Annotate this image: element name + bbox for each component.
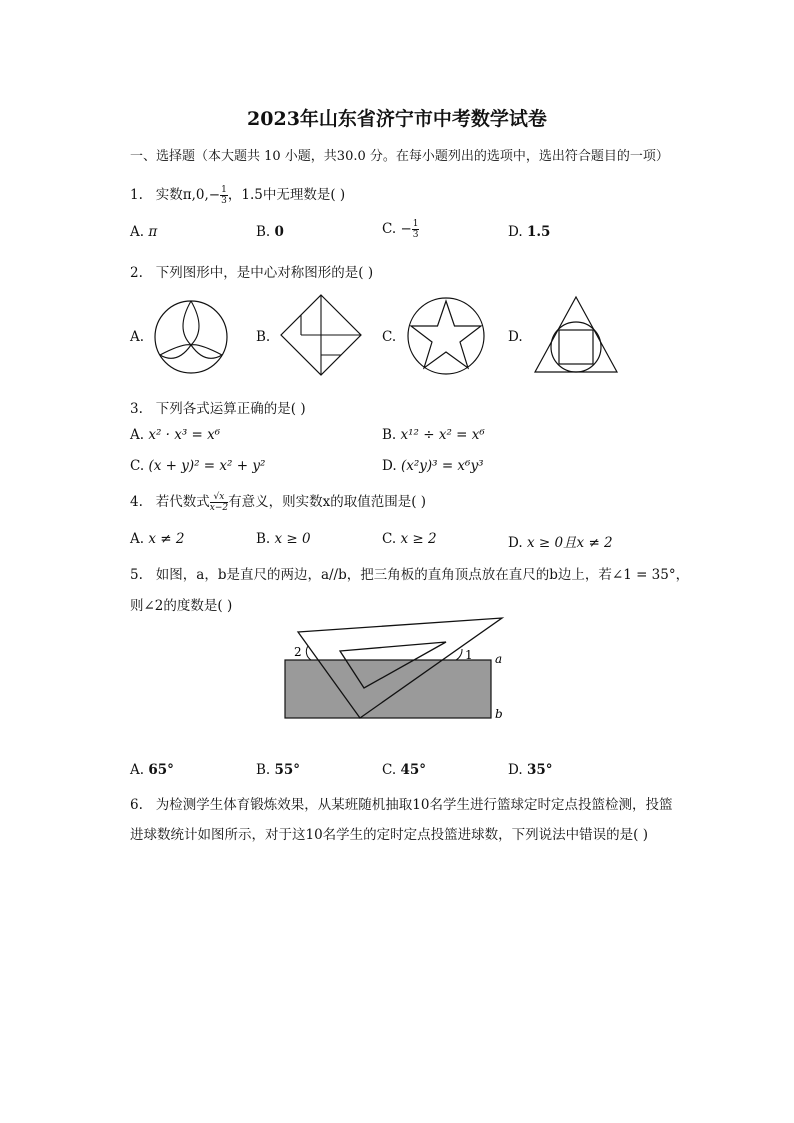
q1-option-a-label: A. bbox=[130, 224, 145, 240]
q1-option-c-label: C. bbox=[382, 221, 397, 237]
q1-option-d-label: D. bbox=[508, 224, 523, 240]
q4-option-b-label: B. bbox=[256, 531, 271, 547]
q6-line2: 进球数统计如图所示，对于这10名学生的定时定点投篮进球数，下列说法中错误的是( ) bbox=[130, 827, 649, 843]
q2-figure-a bbox=[153, 299, 229, 375]
question-2 bbox=[130, 261, 373, 281]
q5-option-d-value: 35° bbox=[526, 762, 553, 778]
question-4 bbox=[130, 490, 426, 513]
q5-label-a: a bbox=[495, 652, 503, 666]
q2-figure-b bbox=[280, 294, 362, 376]
q3-option-c[interactable] bbox=[130, 458, 265, 474]
q6-number: 6. bbox=[130, 797, 143, 813]
q3-option-c-label: C. bbox=[130, 458, 145, 474]
q4-option-c[interactable] bbox=[382, 531, 437, 547]
q2-option-a-label[interactable]: A. bbox=[130, 329, 145, 345]
q4-option-b-value: x ≥ 0 bbox=[274, 531, 311, 547]
q5-option-d[interactable] bbox=[508, 762, 552, 778]
q4-option-b[interactable] bbox=[256, 531, 311, 547]
q5-ruler bbox=[285, 660, 491, 718]
question-6-line-1 bbox=[130, 793, 672, 813]
q4-option-a-value: x ≠ 2 bbox=[148, 531, 185, 547]
q4-prefix: 若代数式 bbox=[155, 494, 210, 510]
q1-option-a-value: π bbox=[148, 224, 158, 240]
q3-option-a-label: A. bbox=[130, 427, 145, 443]
q2-figure-c bbox=[406, 296, 486, 376]
q1-fraction bbox=[220, 185, 228, 206]
q1-option-c[interactable] bbox=[382, 219, 419, 240]
q1-suffix: ，1.5中无理数是( ) bbox=[227, 187, 346, 203]
q3-option-d-value: (x²y)³ = x⁶y³ bbox=[400, 458, 484, 474]
q2-option-b-label[interactable]: B. bbox=[256, 329, 271, 345]
q5-number: 5. bbox=[130, 567, 143, 583]
q2-option-c-label[interactable]: C. bbox=[382, 329, 397, 345]
q4-number: 4. bbox=[130, 494, 143, 510]
q1-option-c-num: 1 bbox=[412, 219, 419, 229]
q1-option-c-fraction bbox=[412, 219, 420, 240]
q1-option-b-label: B. bbox=[256, 224, 271, 240]
q4-option-c-value: x ≥ 2 bbox=[400, 531, 437, 547]
q3-option-b-value: x¹² ÷ x² = x⁶ bbox=[400, 427, 485, 443]
q5-line2: 则∠2的度数是( ) bbox=[130, 598, 233, 614]
q2-text: 下列图形中，是中心对称图形的是( ) bbox=[155, 265, 374, 281]
q5-option-c[interactable] bbox=[382, 762, 426, 778]
q3-option-a-value: x² · x³ = x⁶ bbox=[148, 427, 221, 443]
question-3 bbox=[130, 397, 306, 417]
q5-option-b-value: 55° bbox=[274, 762, 301, 778]
q1-option-b[interactable] bbox=[256, 224, 284, 240]
q5-option-c-label: C. bbox=[382, 762, 397, 778]
q1-frac-num: 1 bbox=[221, 185, 227, 195]
q4-option-c-label: C. bbox=[382, 531, 397, 547]
q1-prefix: 实数π,0,− bbox=[155, 187, 221, 203]
q5-label-angle2: 2 bbox=[294, 645, 302, 659]
section-heading: 一、选择题（本大题共 10 小题，共30.0 分。在每小题列出的选项中，选出符合题目的一项） bbox=[130, 149, 669, 164]
q1-option-a[interactable] bbox=[130, 224, 157, 240]
q4-frac-den: x−2 bbox=[209, 503, 229, 513]
q5-option-a-value: 65° bbox=[148, 762, 174, 778]
q1-option-c-sign: − bbox=[400, 221, 412, 237]
q3-option-d[interactable] bbox=[382, 458, 484, 474]
q3-text: 下列各式运算正确的是( ) bbox=[155, 401, 306, 417]
q5-line1: 如图，a，b是直尺的两边，a//b，把三角板的直角顶点放在直尺的b边上，若∠1 = 35°， bbox=[155, 567, 690, 583]
q3-option-c-value: (x + y)² = x² + y² bbox=[148, 458, 266, 474]
q1-option-d[interactable] bbox=[508, 224, 550, 240]
q1-option-b-value: 0 bbox=[274, 224, 284, 240]
q5-option-a[interactable] bbox=[130, 762, 174, 778]
q1-option-d-value: 1.5 bbox=[526, 224, 551, 240]
q3-number: 3. bbox=[130, 401, 143, 417]
q3-option-b-label: B. bbox=[382, 427, 397, 443]
q4-fraction bbox=[210, 492, 228, 513]
page-title: 2023年山东省济宁市中考数学试卷 bbox=[247, 108, 547, 130]
q2-number: 2. bbox=[130, 265, 143, 281]
q2-option-d-label[interactable]: D. bbox=[508, 329, 523, 345]
q5-option-a-label: A. bbox=[130, 762, 145, 778]
q1-option-c-den: 3 bbox=[412, 230, 419, 240]
q6-line1: 为检测学生体育锻炼效果，从某班随机抽取10名学生进行篮球定时定点投篮检测，投篮 bbox=[155, 797, 673, 813]
q4-option-d-label: D. bbox=[508, 535, 523, 551]
q4-option-d[interactable] bbox=[508, 531, 613, 551]
q4-frac-num: √x bbox=[210, 492, 228, 503]
q5-figure-ruler-triangle bbox=[280, 616, 520, 724]
q4-option-a-label: A. bbox=[130, 531, 145, 547]
q5-option-b[interactable] bbox=[256, 762, 300, 778]
q5-option-d-label: D. bbox=[508, 762, 523, 778]
q1-frac-den: 3 bbox=[221, 196, 227, 206]
question-1 bbox=[130, 183, 345, 206]
q4-suffix: 有意义，则实数x的取值范围是( ) bbox=[228, 494, 427, 510]
q4-option-d-value: x ≥ 0且x ≠ 2 bbox=[526, 535, 613, 551]
q4-option-a[interactable] bbox=[130, 531, 184, 547]
q5-option-c-value: 45° bbox=[400, 762, 426, 778]
q3-option-a[interactable] bbox=[130, 427, 220, 443]
q2-figure-d bbox=[534, 296, 618, 374]
q5-label-b: b bbox=[495, 707, 503, 721]
q1-number: 1. bbox=[130, 187, 143, 203]
q5-label-angle1: 1 bbox=[465, 648, 473, 662]
q3-option-d-label: D. bbox=[382, 458, 397, 474]
q5-option-b-label: B. bbox=[256, 762, 271, 778]
question-5-line-1 bbox=[130, 563, 689, 583]
q3-option-b[interactable] bbox=[382, 427, 485, 443]
